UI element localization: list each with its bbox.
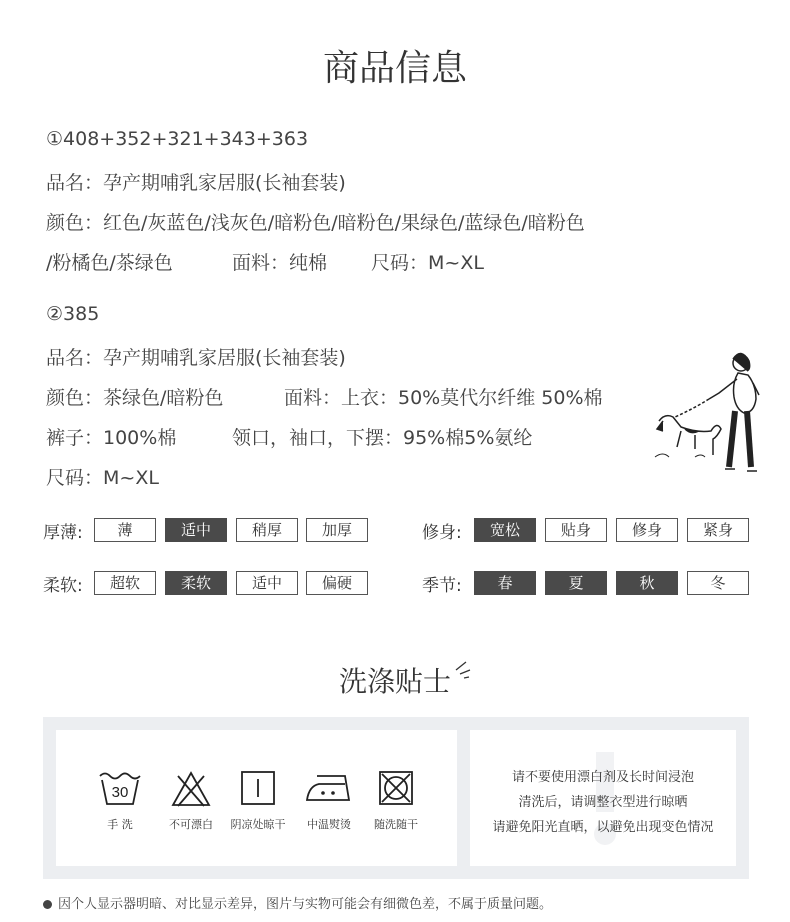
no-bleach-label: 不可漂白 <box>169 818 213 831</box>
fit-label: 修身: <box>422 523 462 543</box>
footer-text: 因个人显示器明暗、对比显示差异，图片与实物可能会有细微色差，不属于质量问题。 <box>58 897 553 912</box>
page-title: 商品信息 <box>322 48 467 89</box>
fit-option-slim: 修身 <box>616 518 678 542</box>
fit-option-close: 贴身 <box>545 518 607 542</box>
care-title: 洗涤贴士 <box>338 665 451 698</box>
spec2-fabric: 面料：上衣：50%莫代尔纤维 50%棉 <box>284 387 603 409</box>
season-option-autumn: 秋 <box>616 571 678 595</box>
thickness-option-slightly-thick: 稍厚 <box>236 518 298 542</box>
softness-option-firm: 偏硬 <box>306 571 368 595</box>
hand-wash-label: 手 洗 <box>107 818 133 831</box>
iron-medium-label: 中温熨烫 <box>307 818 351 831</box>
hand-wash-30-icon <box>98 770 142 806</box>
care-note-2: 清洗后，请调整衣型进行晾晒 <box>518 795 688 810</box>
softness-option-soft: 柔软 <box>165 571 227 595</box>
spec1-fabric: 面料：纯棉 <box>232 252 328 274</box>
spec1-size: 尺码：M~XL <box>371 252 484 274</box>
svg-text:30: 30 <box>111 784 129 801</box>
no-bleach-icon <box>170 770 212 808</box>
spec2-collar: 领口，袖口，下摆：95%棉5%氨纶 <box>232 427 533 449</box>
thickness-option-thin: 薄 <box>94 518 156 542</box>
care-frame <box>43 717 749 879</box>
spec2-size: 尺码：M~XL <box>46 467 159 489</box>
season-option-summer: 夏 <box>545 571 607 595</box>
spec2-pants: 裤子：100%棉 <box>46 427 177 449</box>
season-label: 季节: <box>422 576 462 596</box>
care-note-1: 请不要使用漂白剂及长时间浸泡 <box>511 770 694 785</box>
softness-option-medium: 适中 <box>236 571 298 595</box>
bullet-icon <box>43 900 52 909</box>
iron-medium-icon <box>305 772 353 804</box>
no-tumble-dry-label: 随洗随干 <box>374 818 418 831</box>
softness-option-super-soft: 超软 <box>94 571 156 595</box>
season-option-spring: 春 <box>474 571 536 595</box>
spec2-color: 颜色：茶绿色/暗粉色 <box>46 387 224 409</box>
shade-dry-icon <box>240 770 276 806</box>
softness-label: 柔软: <box>43 576 83 596</box>
spec1-name: 品名：孕产期哺乳家居服(长袖套装) <box>46 172 346 194</box>
care-note-3: 请避免阳光直晒，以避免出现变色情况 <box>492 820 714 835</box>
thickness-option-thick: 加厚 <box>306 518 368 542</box>
woman-walking-dog-illustration <box>645 345 770 475</box>
shade-dry-label: 阴凉处晾干 <box>230 818 286 831</box>
sparkle-icon <box>452 660 472 682</box>
footer-disclaimer <box>43 893 552 912</box>
thickness-option-medium: 适中 <box>165 518 227 542</box>
spec2-name: 品名：孕产期哺乳家居服(长袖套装) <box>46 347 346 369</box>
care-icons-panel <box>56 730 457 866</box>
thickness-label: 厚薄: <box>43 523 83 543</box>
spec2-code: ②385 <box>46 303 100 325</box>
no-tumble-dry-icon <box>378 770 414 806</box>
season-option-winter: 冬 <box>687 571 749 595</box>
spec1-color-a: 颜色：红色/灰蓝色/浅灰色/暗粉色/暗粉色/果绿色/蓝绿色/暗粉色 <box>46 212 585 234</box>
fit-option-tight: 紧身 <box>687 518 749 542</box>
care-notes-panel <box>470 730 736 866</box>
fit-option-loose: 宽松 <box>474 518 536 542</box>
spec1-code: ①408+352+321+343+363 <box>46 128 309 150</box>
spec1-color-b: /粉橘色/茶绿色 <box>46 252 173 274</box>
